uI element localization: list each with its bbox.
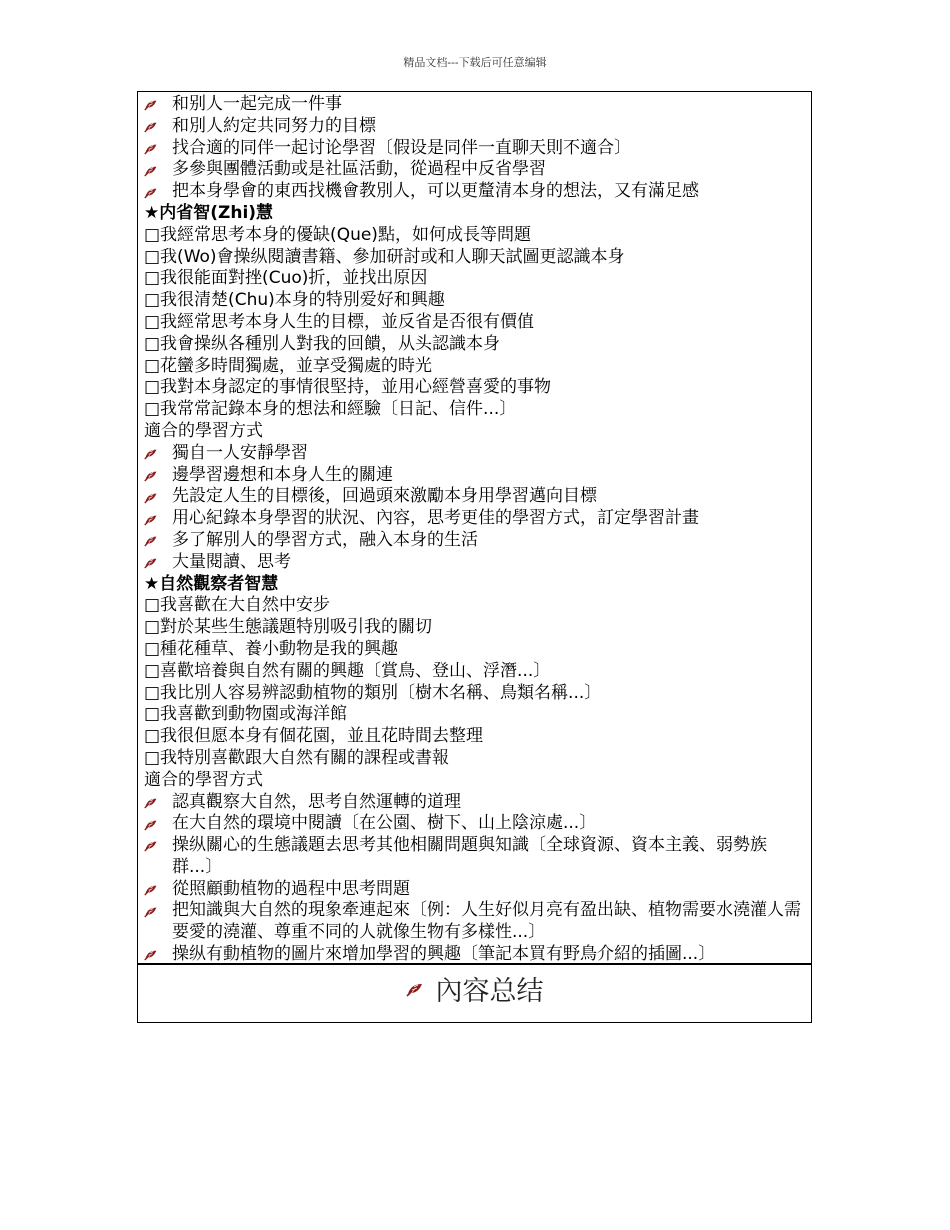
bullet-text: 把知識與大自然的現象牽連起來〔例：人生好似月亮有盈出缺、植物需要水澆灌人需要愛的澆灌、尊重不同的人就像生物有多樣性...〕	[172, 900, 801, 943]
leaf-bullet-icon	[144, 159, 172, 181]
checkbox-item: □我喜歡在大自然中安步	[144, 595, 331, 616]
leaf-bullet-icon	[144, 443, 172, 465]
leaf-bullet-icon	[144, 900, 172, 922]
checkbox-item: □對於某些生態議題特別吸引我的關切	[144, 617, 433, 638]
bullet-text: 大量閱讀、思考	[172, 551, 291, 572]
summary-line	[406, 969, 544, 1008]
bullet-text: 找合適的同伴一起讨论學習〔假设是同伴一直聊天則不適合〕	[172, 137, 631, 158]
bullet-text: 在大自然的環境中閱讀〔在公園、樹下、山上陰涼處...〕	[172, 813, 597, 834]
bullet-text: 操纵有動植物的圖片來增加學習的興趣〔筆記本買有野鳥介紹的插圖...〕	[172, 944, 716, 965]
bullet-text: 和別人約定共同努力的目標	[172, 115, 376, 136]
bullet-item	[144, 835, 807, 879]
bullet-item	[144, 508, 807, 530]
checkbox-item: □我經常思考本身的優缺(Que)點，如何成長等問題	[144, 224, 531, 245]
checkbox-item: □我喜歡到動物園或海洋館	[144, 704, 348, 725]
page-header: 精品文档---下载后可任意编辑	[403, 56, 547, 69]
leaf-bullet-icon	[144, 813, 172, 835]
bullet-text: 邊學習邊想和本身人生的關連	[172, 464, 393, 485]
checkbox-item: □喜歡培養與自然有關的興趣〔賞鳥、登山、浮潛...〕	[144, 660, 551, 681]
leaf-bullet-icon	[144, 879, 172, 901]
bullet-text: 把本身學會的東西找機會教別人，可以更釐清本身的想法，又有滿足感	[172, 181, 699, 202]
bullet-text: 操纵關心的生態議題去思考其他相關問題與知識〔全球資源、資本主義、弱勢族群...〕	[172, 835, 767, 877]
leaf-bullet-icon	[144, 835, 172, 857]
subheading: 適合的學習方式	[144, 769, 263, 790]
bullet-text: 和别人一起完成一件事	[172, 94, 342, 114]
content-box	[137, 91, 812, 964]
bullet-item	[144, 944, 807, 966]
checkbox-item: □花蠻多時間獨處，並享受獨處的時光	[144, 355, 433, 376]
bullet-text: 用心紀錄本身學習的狀況、內容，思考更佳的學習方式，訂定學習計畫	[172, 508, 699, 529]
subheading: 適合的學習方式	[144, 420, 263, 441]
bullet-item	[144, 552, 807, 574]
bullet-text: 先設定人生的目標後，回過頭來激勵本身用學習邁向目標	[172, 486, 597, 507]
bullet-item	[144, 486, 807, 508]
leaf-bullet-icon	[144, 138, 172, 160]
checkbox-item: □種花種草、養小動物是我的興趣	[144, 638, 399, 659]
section-heading: ★内省智(Zhi)慧	[144, 202, 274, 223]
leaf-bullet-icon	[406, 981, 424, 997]
bullet-text: 從照顧動植物的過程中思考問題	[172, 878, 410, 899]
bullet-item	[144, 792, 807, 814]
checkbox-item: □我比別人容易辨認動植物的類別〔樹木名稱、鳥類名稱...〕	[144, 682, 602, 703]
checkbox-item: □我對本身認定的事情很堅持，並用心經營喜愛的事物	[144, 377, 552, 398]
bullet-item	[144, 181, 807, 203]
bullet-item	[144, 465, 807, 487]
bullet-item	[144, 159, 807, 181]
bullet-text: 多參與團體活動或是社區活動，從過程中反省學習	[172, 159, 546, 180]
leaf-bullet-icon	[144, 181, 172, 203]
bullet-item	[144, 530, 807, 552]
leaf-bullet-icon	[144, 486, 172, 508]
bullet-text: 獨自一人安靜學習	[172, 442, 308, 463]
checkbox-item: □我會操纵各種別人對我的回饋，从头認識本身	[144, 333, 501, 354]
section-heading: ★自然觀察者智慧	[144, 573, 279, 594]
bullet-item	[144, 813, 807, 835]
leaf-bullet-icon	[144, 508, 172, 530]
leaf-bullet-icon	[144, 94, 172, 116]
bullet-item	[144, 443, 807, 465]
bullet-item	[144, 879, 807, 901]
bullet-item	[144, 94, 807, 116]
leaf-bullet-icon	[144, 792, 172, 814]
leaf-bullet-icon	[144, 530, 172, 552]
checkbox-item: □我很能面對挫(Cuo)折，並找出原因	[144, 268, 428, 289]
checkbox-item: □我很清楚(Chu)本身的特別爱好和興趣	[144, 290, 445, 311]
bullet-item	[144, 116, 807, 138]
checkbox-item: □我經常思考本身人生的目標，並反省是否很有價值	[144, 311, 535, 332]
checkbox-item: □我很但愿本身有個花園，並且花時間去整理	[144, 726, 484, 747]
summary-title: 內容总结	[435, 976, 544, 1007]
leaf-bullet-icon	[144, 465, 172, 487]
checkbox-item: □我(Wo)會操纵閱讀書籍、參加研討或和人聊天試圖更認識本身	[144, 246, 625, 267]
leaf-bullet-icon	[144, 552, 172, 574]
bullet-text: 多了解別人的學習方式，融入本身的生活	[172, 529, 478, 550]
checkbox-item: □我特別喜歡跟大自然有關的課程或書報	[144, 747, 450, 768]
checkbox-item: □我常常記錄本身的想法和經驗〔日記、信件...〕	[144, 399, 517, 420]
summary-box	[137, 964, 812, 1023]
leaf-bullet-icon	[144, 944, 172, 966]
bullet-text: 認真觀察大自然，思考自然運轉的道理	[172, 791, 461, 812]
leaf-bullet-icon	[144, 116, 172, 138]
bullet-item	[144, 900, 807, 944]
bullet-item	[144, 138, 807, 160]
